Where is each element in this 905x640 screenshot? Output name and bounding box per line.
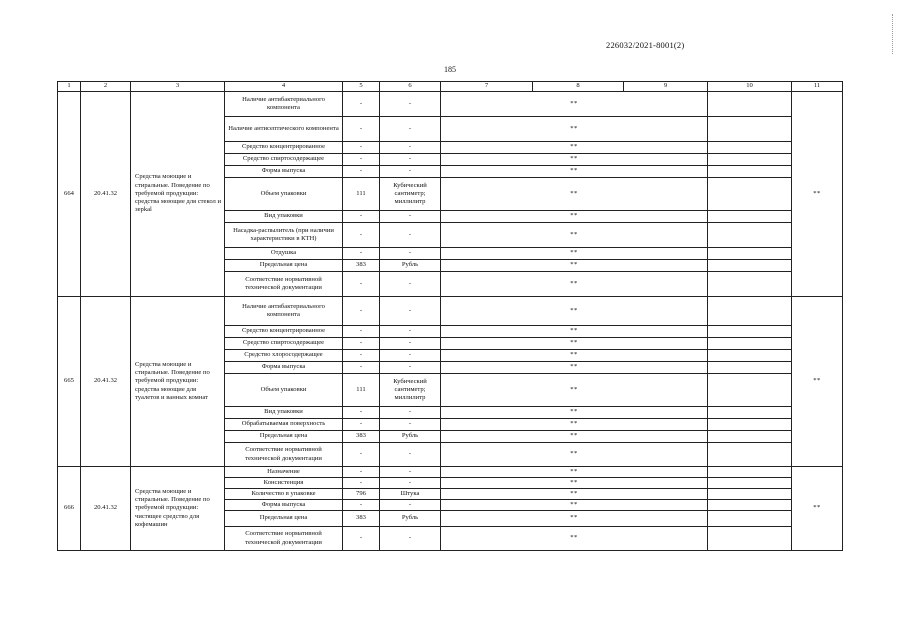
unit-name-cell: - — [380, 117, 441, 142]
empty-cell — [708, 154, 792, 166]
unit-name-cell: - — [380, 223, 441, 248]
unit-name-cell: - — [380, 350, 441, 362]
attribute-name-cell: Насадка-распылитель (при наличии характеристики в КТН) — [225, 223, 343, 248]
okpd-code-cell: 20.41.32 — [81, 467, 131, 551]
attribute-name-cell: Вид упаковки — [225, 211, 343, 223]
attribute-name-cell: Количество в упаковке — [225, 489, 343, 500]
attribute-name-cell: Форма выпуска — [225, 362, 343, 374]
unit-name-cell: Рубль — [380, 260, 441, 272]
attribute-value-cell: ** — [441, 407, 708, 419]
attribute-name-cell: Назначение — [225, 467, 343, 478]
empty-cell — [708, 211, 792, 223]
attribute-value-cell: ** — [441, 419, 708, 431]
requirements-table — [57, 81, 843, 551]
attribute-name-cell: Объем упаковки — [225, 178, 343, 211]
table-row — [58, 92, 843, 117]
unit-name-cell: - — [380, 338, 441, 350]
empty-cell — [708, 326, 792, 338]
empty-cell — [708, 500, 792, 511]
unit-code-cell: 111 — [343, 178, 380, 211]
unit-code-cell: - — [343, 92, 380, 117]
unit-name-cell: - — [380, 407, 441, 419]
empty-cell — [708, 374, 792, 407]
column-header: 10 — [708, 82, 792, 92]
empty-cell — [708, 467, 792, 478]
attribute-value-cell: ** — [441, 467, 708, 478]
column-header: 3 — [131, 82, 225, 92]
additional-info-cell: ** — [792, 297, 843, 467]
unit-code-cell: - — [343, 272, 380, 297]
unit-name-cell: - — [380, 478, 441, 489]
empty-cell — [708, 117, 792, 142]
empty-cell — [708, 478, 792, 489]
attribute-value-cell: ** — [441, 431, 708, 443]
unit-name-cell: - — [380, 467, 441, 478]
unit-name-cell: - — [380, 166, 441, 178]
column-header: 7 — [441, 82, 533, 92]
unit-name-cell: - — [380, 272, 441, 297]
unit-name-cell: - — [380, 500, 441, 511]
attribute-name-cell: Средство концентрированное — [225, 142, 343, 154]
attribute-value-cell: ** — [441, 178, 708, 211]
attribute-value-cell: ** — [441, 338, 708, 350]
unit-code-cell: 796 — [343, 489, 380, 500]
table-row — [58, 297, 843, 326]
item-number-cell: 666 — [58, 467, 81, 551]
attribute-value-cell: ** — [441, 117, 708, 142]
unit-code-cell: - — [343, 407, 380, 419]
attribute-name-cell: Наличие антибактериального компонента — [225, 92, 343, 117]
empty-cell — [708, 511, 792, 527]
attribute-value-cell: ** — [441, 211, 708, 223]
additional-info-cell: ** — [792, 467, 843, 551]
product-name-cell: Средства моющие и стиральные. Поведение по требуемой продукции: средства моющие для туалетов и ванных комнат — [131, 297, 225, 467]
unit-name-cell: - — [380, 154, 441, 166]
unit-code-cell: 111 — [343, 374, 380, 407]
attribute-name-cell: Наличие антибактериального компонента — [225, 297, 343, 326]
empty-cell — [708, 260, 792, 272]
okpd-code-cell: 20.41.32 — [81, 92, 131, 297]
column-header: 1 — [58, 82, 81, 92]
page-edge-mark — [892, 14, 895, 54]
attribute-value-cell: ** — [441, 350, 708, 362]
unit-name-cell: Штука — [380, 489, 441, 500]
empty-cell — [708, 92, 792, 117]
attribute-value-cell: ** — [441, 362, 708, 374]
column-header: 2 — [81, 82, 131, 92]
empty-cell — [708, 166, 792, 178]
attribute-value-cell: ** — [441, 272, 708, 297]
attribute-value-cell: ** — [441, 297, 708, 326]
unit-code-cell: - — [343, 362, 380, 374]
unit-code-cell: 383 — [343, 260, 380, 272]
attribute-value-cell: ** — [441, 374, 708, 407]
attribute-name-cell: Предельная цена — [225, 431, 343, 443]
unit-code-cell: - — [343, 211, 380, 223]
okpd-code-cell: 20.41.32 — [81, 297, 131, 467]
empty-cell — [708, 338, 792, 350]
attribute-value-cell: ** — [441, 142, 708, 154]
item-number-cell: 665 — [58, 297, 81, 467]
empty-cell — [708, 419, 792, 431]
unit-name-cell: - — [380, 326, 441, 338]
unit-code-cell: - — [343, 467, 380, 478]
empty-cell — [708, 248, 792, 260]
empty-cell — [708, 142, 792, 154]
unit-code-cell: - — [343, 223, 380, 248]
attribute-name-cell: Соответствие нормативной технической документации — [225, 443, 343, 467]
unit-code-cell: 383 — [343, 431, 380, 443]
unit-name-cell: - — [380, 419, 441, 431]
product-name-cell: Средства моющие и стиральные. Поведение по требуемой продукции: чистящее средство для кофемашин — [131, 467, 225, 551]
unit-name-cell: Кубический сантиметр; миллилитр — [380, 374, 441, 407]
unit-code-cell: - — [343, 338, 380, 350]
empty-cell — [708, 489, 792, 500]
empty-cell — [708, 527, 792, 551]
unit-code-cell: - — [343, 527, 380, 551]
unit-code-cell: - — [343, 326, 380, 338]
column-header: 8 — [533, 82, 624, 92]
unit-code-cell: - — [343, 154, 380, 166]
attribute-name-cell: Обрабатываемая поверхность — [225, 419, 343, 431]
page-number: 185 — [444, 65, 456, 74]
attribute-value-cell: ** — [441, 260, 708, 272]
empty-cell — [708, 350, 792, 362]
unit-code-cell: - — [343, 419, 380, 431]
column-header: 4 — [225, 82, 343, 92]
attribute-value-cell: ** — [441, 166, 708, 178]
unit-name-cell: - — [380, 248, 441, 260]
column-header: 11 — [792, 82, 843, 92]
document-number: 226032/2021-8001(2) — [606, 40, 685, 50]
column-header: 9 — [624, 82, 708, 92]
empty-cell — [708, 223, 792, 248]
unit-code-cell: 383 — [343, 511, 380, 527]
unit-name-cell: - — [380, 297, 441, 326]
attribute-name-cell: Средство спиртосодержащее — [225, 338, 343, 350]
product-name-cell: Средства моющие и стиральные. Поведение по требуемой продукции: средства моющие для стекол и зерkal — [131, 92, 225, 297]
empty-cell — [708, 431, 792, 443]
attribute-value-cell: ** — [441, 511, 708, 527]
unit-code-cell: - — [343, 350, 380, 362]
attribute-name-cell: Форма выпуска — [225, 500, 343, 511]
unit-name-cell: Рубль — [380, 431, 441, 443]
item-number-cell: 664 — [58, 92, 81, 297]
empty-cell — [708, 272, 792, 297]
column-header: 5 — [343, 82, 380, 92]
attribute-value-cell: ** — [441, 92, 708, 117]
unit-code-cell: - — [343, 478, 380, 489]
column-header-row — [58, 82, 843, 92]
attribute-value-cell: ** — [441, 500, 708, 511]
unit-code-cell: - — [343, 117, 380, 142]
unit-code-cell: - — [343, 248, 380, 260]
attribute-value-cell: ** — [441, 478, 708, 489]
attribute-name-cell: Предельная цена — [225, 260, 343, 272]
attribute-name-cell: Средство хлоросодержащее — [225, 350, 343, 362]
attribute-name-cell: Предельная цена — [225, 511, 343, 527]
attribute-name-cell: Средство концентрированное — [225, 326, 343, 338]
attribute-name-cell: Наличие антисептического компонента — [225, 117, 343, 142]
attribute-name-cell: Вид упаковки — [225, 407, 343, 419]
attribute-value-cell: ** — [441, 527, 708, 551]
attribute-value-cell: ** — [441, 154, 708, 166]
table-body — [58, 92, 843, 551]
unit-name-cell: Рубль — [380, 511, 441, 527]
empty-cell — [708, 443, 792, 467]
table-row — [58, 467, 843, 478]
attribute-name-cell: Соответствие нормативной технической документации — [225, 272, 343, 297]
unit-code-cell: - — [343, 443, 380, 467]
unit-name-cell: - — [380, 443, 441, 467]
attribute-name-cell: Соответствие нормативной технической документации — [225, 527, 343, 551]
unit-name-cell: Кубический сантиметр; миллилитр — [380, 178, 441, 211]
unit-code-cell: - — [343, 142, 380, 154]
attribute-name-cell: Отдушка — [225, 248, 343, 260]
unit-name-cell: - — [380, 362, 441, 374]
unit-code-cell: - — [343, 500, 380, 511]
attribute-name-cell: Объем упаковки — [225, 374, 343, 407]
empty-cell — [708, 297, 792, 326]
unit-name-cell: - — [380, 211, 441, 223]
unit-code-cell: - — [343, 166, 380, 178]
attribute-name-cell: Консистенция — [225, 478, 343, 489]
empty-cell — [708, 362, 792, 374]
empty-cell — [708, 407, 792, 419]
attribute-value-cell: ** — [441, 248, 708, 260]
attribute-name-cell: Средство спиртосодержащее — [225, 154, 343, 166]
unit-name-cell: - — [380, 527, 441, 551]
unit-name-cell: - — [380, 92, 441, 117]
attribute-value-cell: ** — [441, 326, 708, 338]
additional-info-cell: ** — [792, 92, 843, 297]
attribute-value-cell: ** — [441, 443, 708, 467]
attribute-value-cell: ** — [441, 223, 708, 248]
empty-cell — [708, 178, 792, 211]
attribute-name-cell: Форма выпуска — [225, 166, 343, 178]
unit-name-cell: - — [380, 142, 441, 154]
unit-code-cell: - — [343, 297, 380, 326]
attribute-value-cell: ** — [441, 489, 708, 500]
column-header: 6 — [380, 82, 441, 92]
